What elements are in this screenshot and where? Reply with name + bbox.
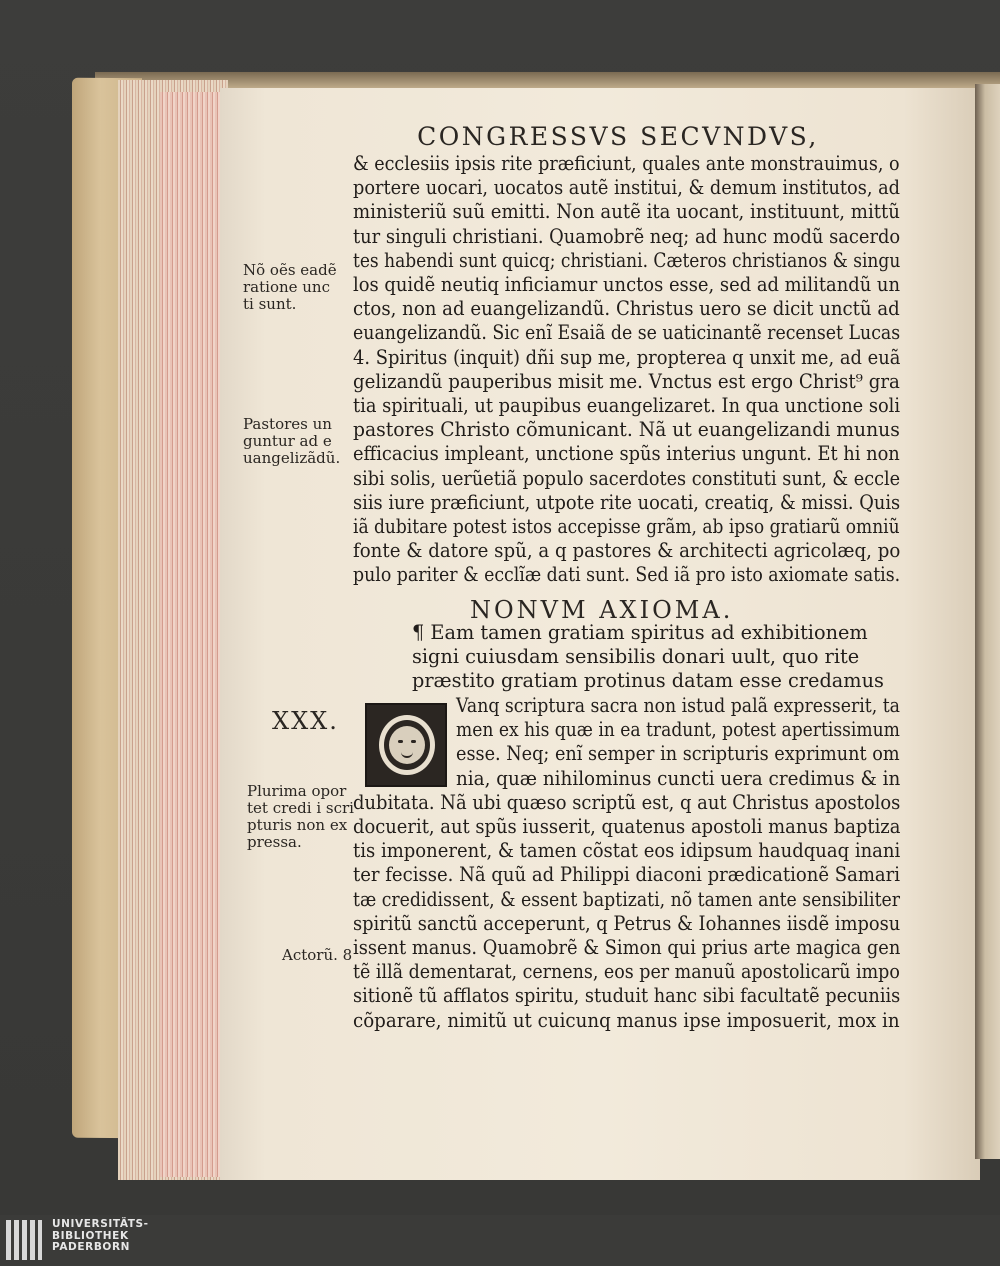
- text-line: los quidẽ neutiq inficiamur unctos esse, sed ad militandũ un: [353, 273, 900, 296]
- margin-note-line: tet credi i scri: [247, 799, 354, 817]
- text-line: gelizandũ pauperibus misit me. Vnctus est ergo Christ⁹ gra: [353, 369, 900, 393]
- text-line: ter fecisse. Nã quũ ad Philippi diaconi prædicationẽ Samari: [353, 863, 901, 887]
- text-line: sibi solis, uerũetiã populo sacerdotes constituti sunt, & eccle: [353, 466, 901, 490]
- margin-note-line: Actorũ. 8: [282, 946, 353, 964]
- text-line: esse. Neq; enĩ semper in scripturis exprimunt om: [456, 742, 900, 766]
- margin-note-line: Nõ oẽs eadẽ: [243, 261, 337, 279]
- facing-page-edge: [975, 84, 1000, 1159]
- text-line: efficacius impleant, unctione spũs interius ungunt. Et hi non: [353, 442, 900, 466]
- margin-note-line: guntur ad e: [243, 432, 332, 450]
- text-line: tẽ illã dementarat, cernens, eos per manuũ apostolicarũ impo: [353, 960, 900, 984]
- text-line: portere uocari, uocatos autẽ institui, & demum institutos, ad: [353, 176, 900, 200]
- margin-note-line: ti sunt.: [243, 295, 297, 313]
- text-line: tur singuli christiani. Quamobrẽ neq; ad hunc modũ sacerdo: [353, 224, 901, 248]
- text-line: issent manus. Quamobrẽ & Simon qui prius arte magica gen: [353, 936, 901, 959]
- page-fore-edge: [160, 92, 220, 1177]
- library-name-line: PADERBORN: [52, 1241, 131, 1253]
- margin-note-line: Pastores un: [243, 415, 332, 433]
- text-line: signi cuiusdam sensibilis donari uult, quo rite: [412, 645, 860, 669]
- text-line: sitionẽ tũ afflatos spiritu, studuit hanc sibi facultatẽ pecuniis: [353, 984, 901, 1008]
- text-line: euangelizandũ. Sic enĩ Esaiã de se uaticinantẽ recenset Lucas: [353, 321, 901, 345]
- text-line: docuerit, aut spũs iusserit, quatenus apostoli manus baptiza: [353, 815, 901, 838]
- running-title: CONGRESSVS SECVNDVS,: [417, 122, 819, 151]
- margin-note-2: [243, 416, 340, 467]
- text-line: cõparare, nimitũ ut cuicunq manus ipse imposuerit, mox in: [353, 1008, 900, 1032]
- text-line: siis iure præficiunt, utpote rite uocati, creatiq, & missi. Quis: [353, 490, 901, 514]
- library-name-line: BIBLIOTHEK: [52, 1229, 129, 1242]
- footer-bar: [0, 1215, 1000, 1266]
- margin-note-4: [282, 947, 352, 964]
- text-line: tes habendi sunt quicq; christiani. Cæteros christianos & singu: [353, 248, 901, 272]
- section-number: XXX.: [272, 707, 339, 735]
- margin-note-1: [243, 262, 337, 313]
- text-line: tæ credidissent, & essent baptizati, nõ tamen ante sensibiliter: [353, 887, 901, 911]
- text-line: ctos, non ad euangelizandũ. Christus uero se dicit unctũ ad: [353, 297, 900, 321]
- text-line: 4. Spiritus (inquit) dñi sup me, propterea q unxit me, ad euã: [353, 345, 901, 369]
- text-line: & ecclesiis ipsis rite præficiunt, quales ante monstrauimus, o: [353, 152, 900, 175]
- text-line: Vanq scriptura sacra non istud palã expresserit, ta: [456, 694, 900, 717]
- text-line: iã dubitare potest istos accepisse grãm, ab ipso gratiarũ omniũ: [353, 515, 900, 538]
- margin-note-line: uangelizãdũ.: [243, 449, 341, 467]
- decorated-initial-q: [365, 703, 447, 787]
- library-logo-icon: [6, 1220, 42, 1260]
- library-name-line: UNIVERSITÄTS-: [52, 1218, 149, 1230]
- text-line: dubitata. Nã ubi quæso scriptũ est, q aut Christus apostolos: [353, 790, 901, 814]
- text-line: tia spirituali, ut paupibus euangelizaret. In qua unctione soli: [353, 394, 901, 417]
- text-line: nia, quæ nihilominus cuncti uera credimus & in: [456, 766, 901, 790]
- text-line: pastores Christo cõmunicant. Nã ut euangelizandi munus: [353, 418, 900, 442]
- margin-note-line: pressa.: [247, 833, 302, 851]
- text-line: spiritũ sanctũ acceperunt, q Petrus & Iohannes iisdẽ imposu: [353, 911, 901, 935]
- section-heading: NONVM AXIOMA.: [470, 596, 734, 624]
- margin-note-line: Plurima opor: [247, 782, 347, 800]
- text-line: ¶ Eam tamen gratiam spiritus ad exhibitionem: [412, 621, 868, 644]
- text-line: fonte & datore spũ, a q pastores & architecti agricolæq, po: [353, 539, 901, 563]
- text-line: præstito gratiam protinus datam esse credamus: [412, 669, 884, 693]
- text-line: men ex his quæ in ea tradunt, potest apertissimum: [456, 718, 900, 742]
- margin-note-line: ratione unc: [243, 278, 330, 296]
- library-name: [52, 1219, 149, 1254]
- text-line: pulo pariter & ecclĩæ dati sunt. Sed iã pro isto axiomate satis.: [353, 563, 901, 587]
- text-line: ministeriũ suũ emitti. Non autẽ ita uocant, instituunt, mittũ: [353, 200, 900, 224]
- text-line: tis imponerent, & tamen cõstat eos idipsum haudquaq inani: [353, 839, 901, 863]
- margin-note-line: pturis non ex: [247, 816, 348, 834]
- margin-note-3: [247, 783, 354, 851]
